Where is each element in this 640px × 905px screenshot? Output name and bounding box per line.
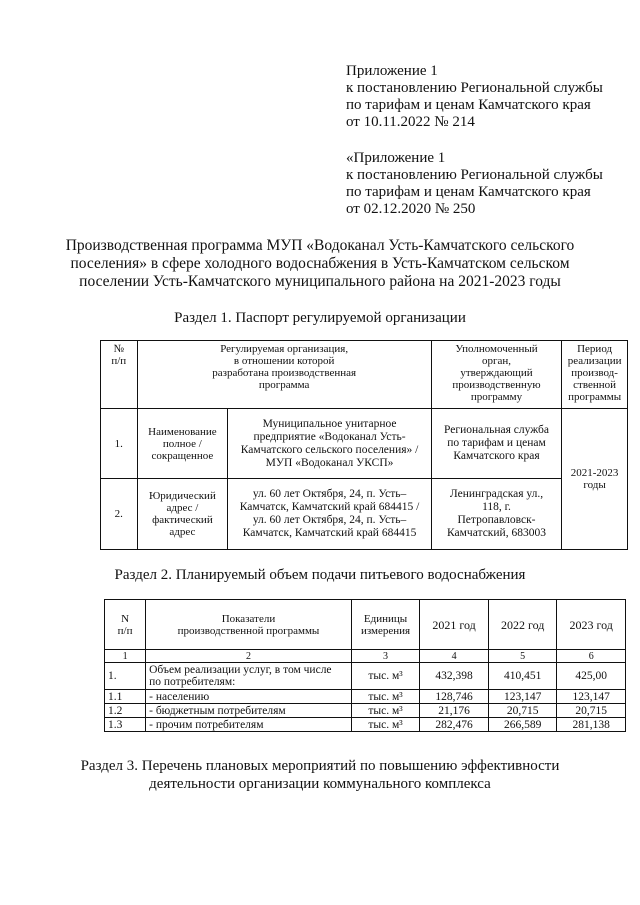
- header-cell-organization: Регулируемая организация, в отношении которой разработана производственная программа: [137, 341, 431, 409]
- approval-block-current: [346, 63, 603, 131]
- header-cell-units: Единицы измерения: [351, 600, 420, 650]
- value-2022: 266,589: [488, 718, 557, 732]
- value-2023: 123,147: [557, 690, 626, 704]
- value-2023: 425,00: [557, 663, 626, 690]
- passport-header-row: [101, 341, 628, 409]
- row-label: Наименование полное / сокращенное: [137, 409, 228, 479]
- approval-line: от 02.12.2020 № 250: [346, 201, 476, 217]
- value-2023: 20,715: [557, 704, 626, 718]
- column-index-row: [105, 650, 626, 663]
- header-cell-2022: 2022 год: [488, 600, 557, 650]
- header-cell-number: N п/п: [105, 600, 146, 650]
- row-indicator: - прочим потребителям: [146, 718, 352, 732]
- row-number: 1.3: [105, 718, 146, 732]
- header-cell-authority: Уполномоченный орган, утверждающий производственную программу: [431, 341, 561, 409]
- value-2021: 282,476: [420, 718, 489, 732]
- value-2022: 123,147: [488, 690, 557, 704]
- value-2021: 128,746: [420, 690, 489, 704]
- value-2022: 410,451: [488, 663, 557, 690]
- table-row: [105, 718, 626, 732]
- row-indicator: Объем реализации услуг, в том числе по потребителям:: [146, 663, 352, 690]
- row-unit: тыс. м³: [351, 718, 420, 732]
- column-index: 3: [351, 650, 420, 663]
- header-cell-period: Период реализации производ- ственной программы: [562, 341, 628, 409]
- section1-heading: [20, 309, 620, 327]
- authority-name: Региональная служба по тарифам и ценам Камчатского края: [431, 409, 561, 479]
- row-label: Юридический адрес / фактический адрес: [137, 479, 228, 550]
- section3-heading: [20, 757, 620, 793]
- row-indicator: - населению: [146, 690, 352, 704]
- section2-heading-text: Раздел 2. Планируемый объем подачи питьевого водоснабжения: [114, 567, 526, 583]
- column-index: 5: [488, 650, 557, 663]
- title-line: Производственная программа МУП «Водоканал Усть-Камчатского сельского: [65, 237, 575, 254]
- value-2023: 281,138: [557, 718, 626, 732]
- value-2022: 20,715: [488, 704, 557, 718]
- passport-row-names: [101, 409, 628, 479]
- value-2021: 21,176: [420, 704, 489, 718]
- section3-heading-line: деятельности организации коммунального комплекса: [149, 776, 491, 792]
- section3-heading-line: Раздел 3. Перечень плановых мероприятий по повышению эффективности: [80, 758, 560, 774]
- header-cell-indicators: Показатели производственной программы: [146, 600, 352, 650]
- column-index: 2: [146, 650, 352, 663]
- approval-line: по тарифам и ценам Камчатского края: [346, 184, 591, 200]
- row-indicator: - бюджетным потребителям: [146, 704, 352, 718]
- row-unit: тыс. м³: [351, 663, 420, 690]
- table-row: [105, 704, 626, 718]
- column-index: 4: [420, 650, 489, 663]
- row-number: 1.1: [105, 690, 146, 704]
- section2-heading: [20, 566, 620, 584]
- header-cell-2023: 2023 год: [557, 600, 626, 650]
- approval-line: «Приложение 1: [346, 150, 446, 166]
- approval-block-previous: [346, 150, 603, 218]
- document-title: [60, 237, 580, 291]
- title-line: поселении Усть-Камчатского муниципального района на 2021-2023 годы: [79, 273, 561, 290]
- row-number: 1.: [105, 663, 146, 690]
- program-period: 2021-2023 годы: [562, 409, 628, 550]
- organization-name: Муниципальное унитарное предприятие «Водоканал Усть- Камчатского сельского поселения» / МУП «Водоканал УКСП»: [228, 409, 431, 479]
- passport-table: [100, 340, 628, 550]
- approval-line: Приложение 1: [346, 63, 438, 79]
- table-row: [105, 663, 626, 690]
- row-number: 2.: [101, 479, 138, 550]
- authority-address: Ленинградская ул., 118, г. Петропавловск- Камчатский, 683003: [431, 479, 561, 550]
- column-index: 6: [557, 650, 626, 663]
- volume-header-row: [105, 600, 626, 650]
- table-row: [105, 690, 626, 704]
- row-unit: тыс. м³: [351, 690, 420, 704]
- value-2021: 432,398: [420, 663, 489, 690]
- approval-line: к постановлению Региональной службы: [346, 167, 603, 183]
- approval-line: по тарифам и ценам Камчатского края: [346, 97, 591, 113]
- passport-row-addresses: [101, 479, 628, 550]
- volume-table: [104, 599, 626, 732]
- column-index: 1: [105, 650, 146, 663]
- approval-line: к постановлению Региональной службы: [346, 80, 603, 96]
- approval-line: от 10.11.2022 № 214: [346, 114, 475, 130]
- header-cell-number: № п/п: [101, 341, 138, 409]
- organization-address: ул. 60 лет Октября, 24, п. Усть– Камчатск, Камчатский край 684415 / ул. 60 лет Октября, 24, п. Усть– Камчатск, Камчатский край 684415: [228, 479, 431, 550]
- section1-heading-text: Раздел 1. Паспорт регулируемой организации: [174, 310, 466, 326]
- title-line: поселения» в сфере холодного водоснабжения в Усть-Камчатском сельском: [70, 255, 570, 272]
- row-number: 1.: [101, 409, 138, 479]
- row-number: 1.2: [105, 704, 146, 718]
- row-unit: тыс. м³: [351, 704, 420, 718]
- header-cell-2021: 2021 год: [420, 600, 489, 650]
